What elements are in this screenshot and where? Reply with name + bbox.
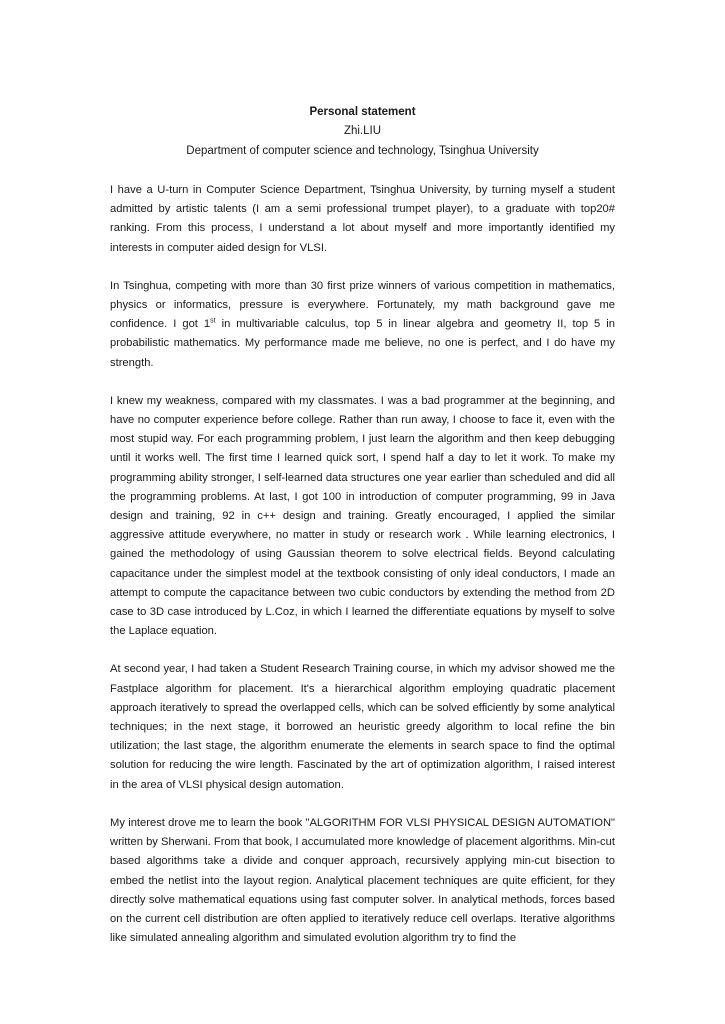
paragraph-4: At second year, I had taken a Student Research Training course, in which my advisor showed me the Fastplace algorithm for placement. It's a hierarchical algorithm employing quadratic placement approach iteratively to spread the overlapped cells, which can be solved efficiently by some analytical techniques; in the next stage, it borrowed an heuristic greedy algorithm to local refine the bin utilization; the last stage, the algorithm enumerate the elements in search space to find the optimal solution for reducing the wire length. Fascinated by the art of optimization algorithm, I raised interest in the area of VLSI physical design automation.	[110, 663, 615, 791]
author-name: Zhi.LIU	[343, 125, 382, 137]
paragraph-2-text-end: in multivariable calculus, top 5 in linear algebra and geometry II, top 5 in probabilistic mathematics. My performance made me believe, no one is perfect, and I do have my strength.	[110, 318, 615, 369]
ordinal-superscript: st	[210, 317, 216, 325]
paragraph-2	[110, 277, 615, 373]
document-header	[110, 103, 615, 161]
paragraph-3: I knew my weakness, compared with my classmates. I was a bad programmer at the beginning, and have no computer experience before college. Rather than run away, I choose to face it, even with the most stupid way. For each programming problem, I just learn the algorithm and then keep debugging until it works well. The first time I learned quick sort, I spend half a day to let it work. To make my programming ability stronger, I self-learned data structures one year earlier than scheduled and did all the programming problems. At last, I got 100 in introduction of computer programming, 99 in Java design and training, 92 in c++ design and training. Greatly encouraged, I applied the similar aggressive attitude everywhere, no matter in study or research work . While learning electronics, I gained the methodology of using Gaussian theorem to solve electrical fields. Beyond calculating capacitance under the simplest model at the textbook consisting of only ideal conductors, I made an attempt to compute the capacitance between two cubic conductors by extending the method from 2D case to 3D case introduced by L.Coz, in which I learned the differentiate equations by myself to solve the Laplace equation.	[110, 394, 615, 638]
document-title: Personal statement	[309, 106, 416, 118]
author-affiliation: Department of computer science and technology, Tsinghua University	[186, 145, 539, 157]
paragraph-2-text-start: In Tsinghua, competing with more than 30 first prize winners of various competition in mathematics, physics or informatics, pressure is everywhere. Fortunately, my math background gave me confidence. I got 1	[110, 279, 615, 331]
statement-body	[110, 181, 615, 967]
paragraph-1: I have a U-turn in Computer Science Department, Tsinghua University, by turning myself a student admitted by artistic talents (I am a semi professional trumpet player), to a graduate with top20# ranking. From this process, I understand a lot about myself and more importantly identified my interests in computer aided design for VLSI.	[110, 184, 615, 254]
paragraph-5: My interest drove me to learn the book "ALGORITHM FOR VLSI PHYSICAL DESIGN AUTOMATION" written by Sherwani. From that book, I accumulated more knowledge of placement algorithms. Min-cut based algorithms take a divide and conquer approach, recursively applying min-cut bisection to embed the netlist into the layout region. Analytical placement techniques are quite efficient, for they directly solve mathematical equations using fast computer solver. In analytical methods, forces based on the current cell distribution are often applied to iteratively reduce cell overlaps. Iterative algorithms like simulated annealing algorithm and simulated evolution algorithm try to find the	[110, 816, 615, 945]
